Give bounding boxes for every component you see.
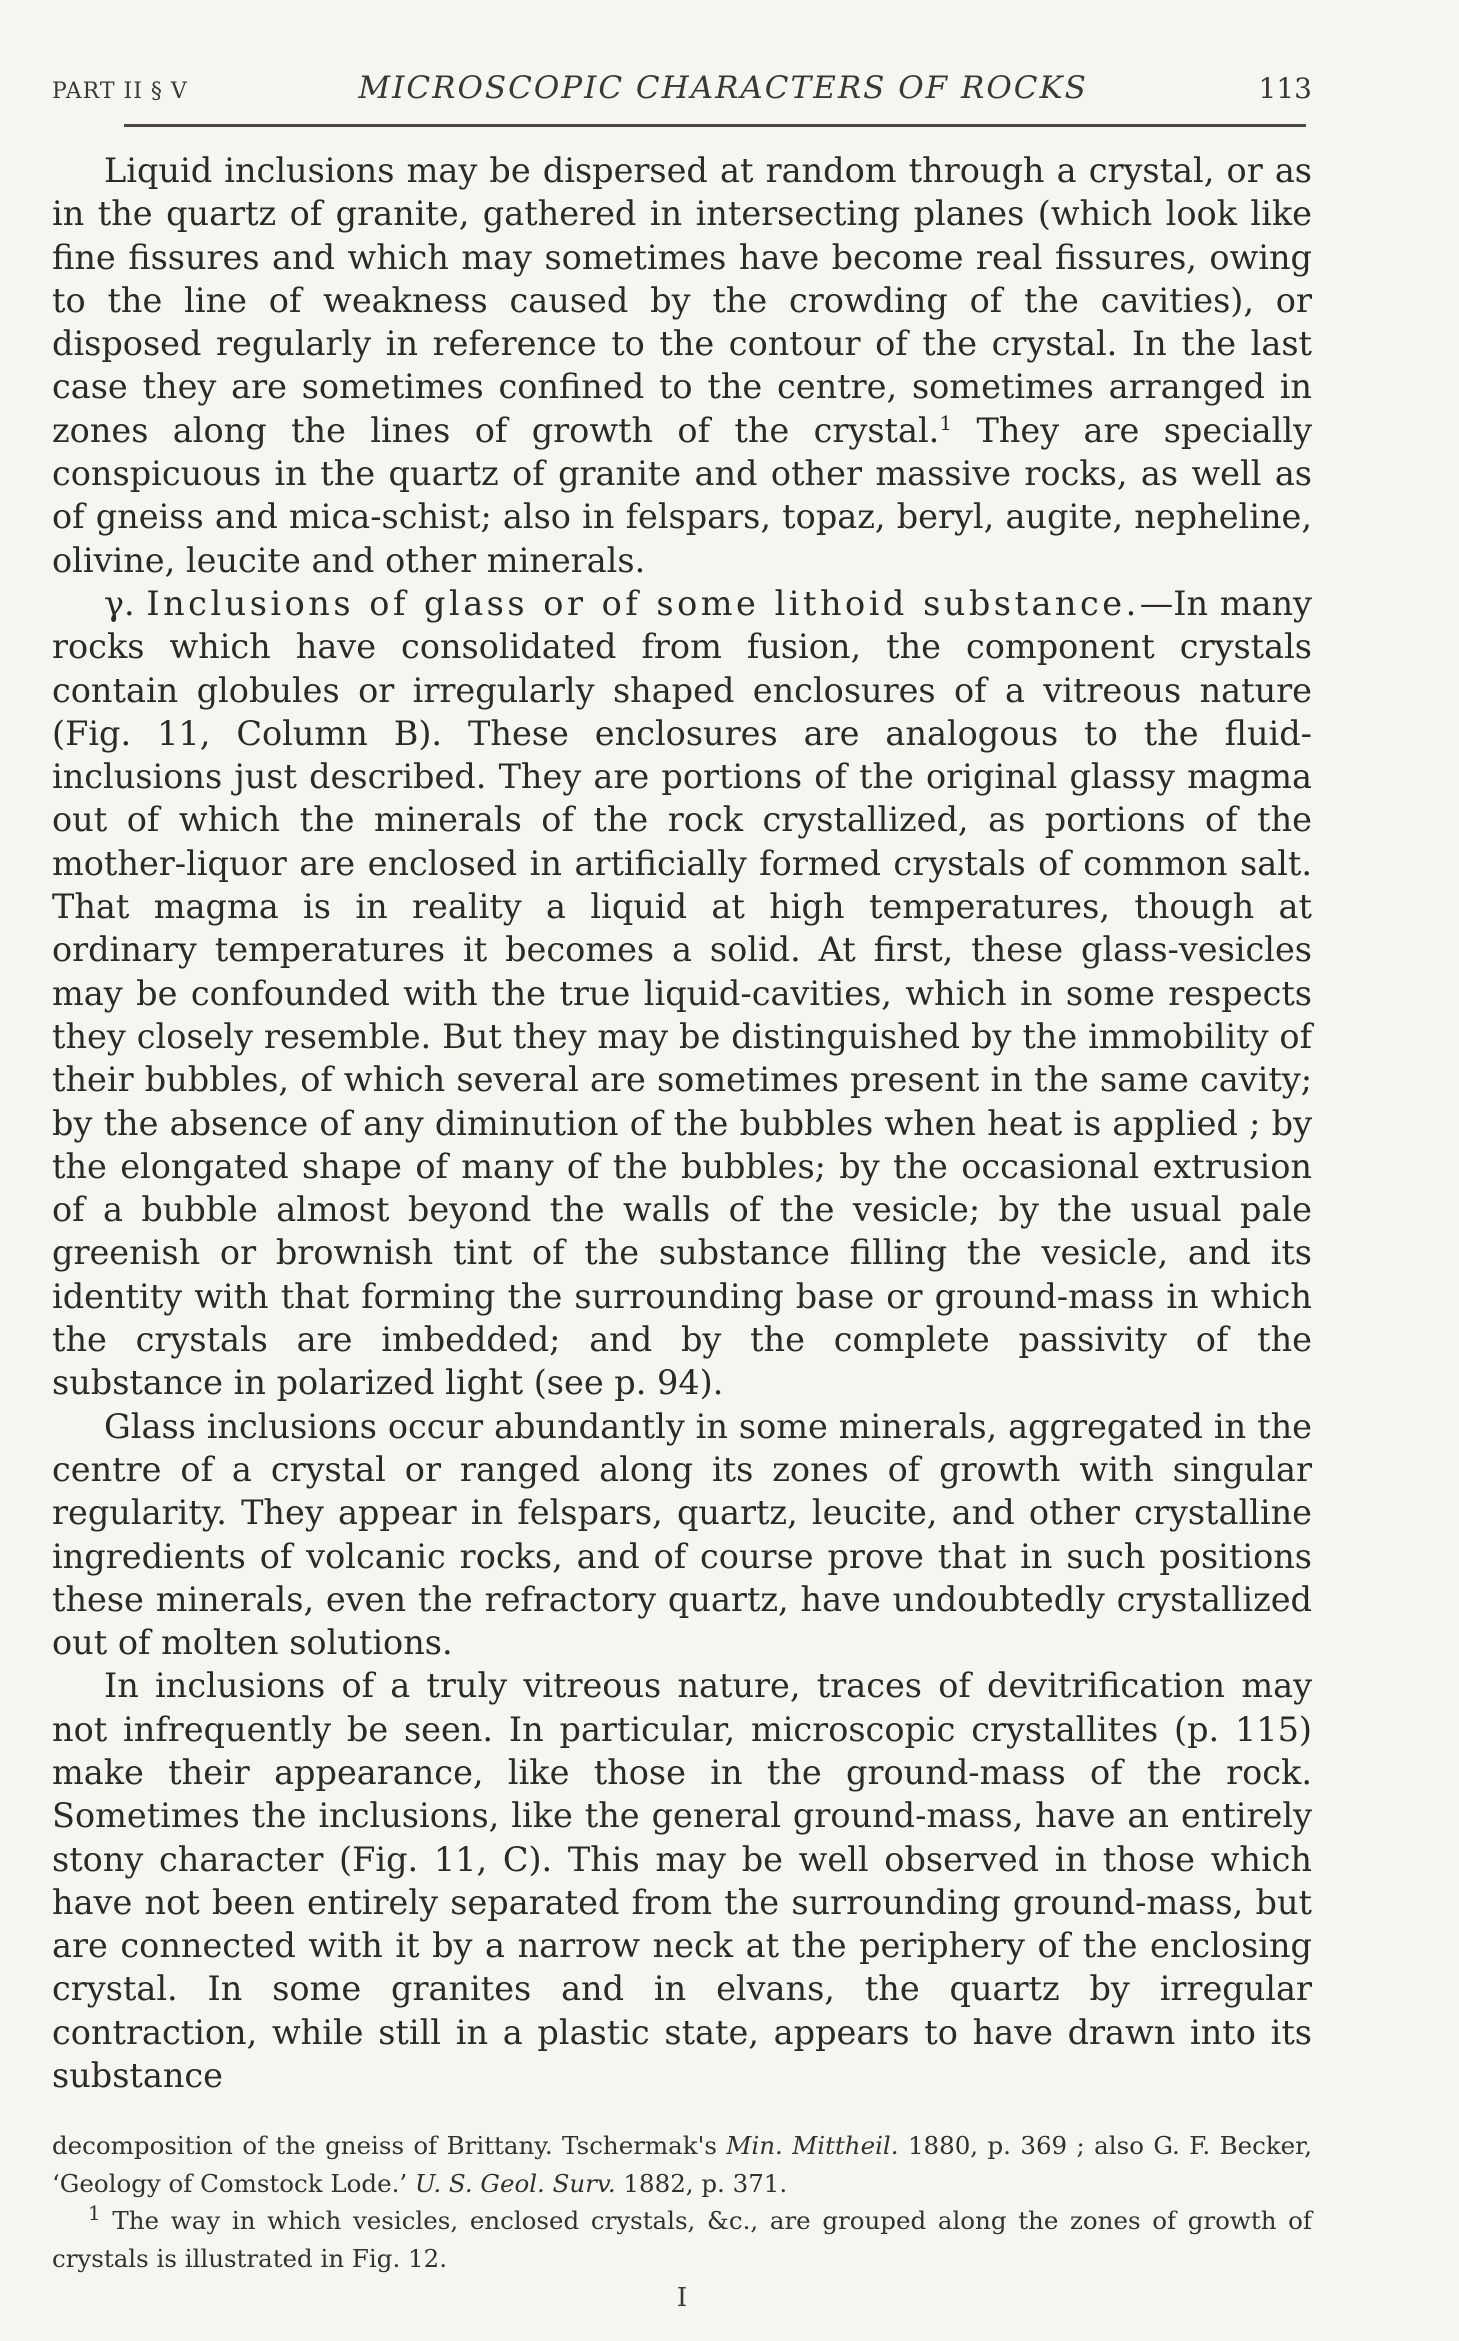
section-heading: Inclusions of glass or of some lithoid substance. — [146, 583, 1140, 623]
footnote-ref-1: 1 — [939, 410, 953, 435]
paragraph-glass-inclusions — [52, 582, 1312, 1405]
signature-mark: I — [676, 2283, 688, 2314]
section-letter: γ. — [104, 583, 147, 623]
page-number: 113 — [1258, 72, 1312, 105]
footnote-text: decomposition of the gneiss of Brittany. Tschermak's — [52, 2131, 727, 2161]
running-head — [52, 70, 1312, 110]
footnote-1 — [52, 2202, 1312, 2277]
paragraph-text: They are specially conspicuous in the quartz of granite and other massive rocks, as well as of gneiss and mica-schist; also in felspars, topaz, beryl, augite, nepheline, olivine, leucite and other minerals. — [52, 410, 1312, 580]
page — [52, 70, 1312, 2313]
footnote-text: The way in which vesicles, enclosed crystals, &c., are grouped along the zones of growth of crystals is illustrated in Fig. 12. — [52, 2206, 1312, 2273]
header-rule — [124, 124, 1306, 127]
section-label: PART II § V — [52, 79, 188, 104]
footnote-text: 1882, p. 371. — [615, 2168, 788, 2198]
paragraph-text: Liquid inclusions may be dispersed at random through a crystal, or as in the quartz of granite, gathered in intersecting planes (which look like fine fissures and which may sometimes have become real fissures, owing to the line of weakness caused by the crowding of the cavities), or disposed regularly in reference to the contour of the crystal. In the last case they are sometimes confined to the centre, sometimes arranged in zones along the lines of growth of the crystal. — [52, 151, 1312, 450]
paragraph-devitrification: In inclusions of a truly vitreous nature, traces of devitrification may not infrequently be seen. In particular, microscopic crystallites (p. 115) make their appearance, like those in the ground-mass of the rock. Sometimes the inclusions, like the general ground-mass, have an entirely stony character (Fig. 11, C). This may be well observed in those which have not been entirely separated from the surrounding ground-mass, but are connected with it by a narrow neck at the periphery of the enclosing crystal. In some granites and in elvans, the quartz by irregular contraction, while still in a plastic state, appears to have drawn into its substance — [52, 1666, 1312, 2096]
footnote-continuation — [52, 2127, 1312, 2202]
body-text — [52, 149, 1312, 2097]
footnotes — [52, 2127, 1312, 2277]
paragraph-glass-occurrence: Glass inclusions occur abundantly in some minerals, aggregated in the centre of a crystal or ranged along its zones of growth with singular regularity. They appear in felspars, quartz, leucite, and other crystalline ingredients of volcanic rocks, and of course prove that in such positions these minerals, even the refractory quartz, have undoubtedly crystallized out of molten solutions. — [52, 1406, 1312, 1663]
journal-title: U. S. Geol. Surv. — [414, 2168, 616, 2198]
running-title: MICROSCOPIC CHARACTERS OF ROCKS — [358, 70, 1088, 106]
footnote-mark: 1 — [88, 2201, 101, 2226]
paragraph-liquid-inclusions — [52, 149, 1312, 582]
paragraph-text: —In many rocks which have consolidated from fusion, the component crystals contain globules or irregularly shaped enclosures of a vitreous nature (Fig. 11, Column B). These enclosures are analogous to the fluid-inclusions just described. They are portions of the original glassy magma out of which the minerals of the rock crystallized, as portions of the mother-liquor are enclosed in artificially formed crystals of common salt. That magma is in reality a liquid at high temperatures, though at ordinary temperatures it becomes a solid. At first, these glass-vesicles may be confounded with the true liquid-cavities, which in some respects they closely resemble. But they may be distinguished by the immobility of their bubbles, of which several are sometimes present in the same cavity; by the absence of any diminution of the bubbles when heat is applied ; by the elongated shape of many of the bubbles; by the occasional extrusion of a bubble almost beyond the walls of the vesicle; by the usual pale greenish or brownish tint of the substance filling the vesicle, and its identity with that forming the surrounding base or ground-mass in which the crystals are imbedded; and by the complete passivity of the substance in polarized light (see p. 94). — [52, 583, 1312, 1403]
footnote-text: 1880, p. 369 ; also G. F. Becker, ‘Geology of Comstock Lode.’ — [52, 2131, 1312, 2198]
journal-title: Min. Mittheil. — [726, 2131, 899, 2161]
